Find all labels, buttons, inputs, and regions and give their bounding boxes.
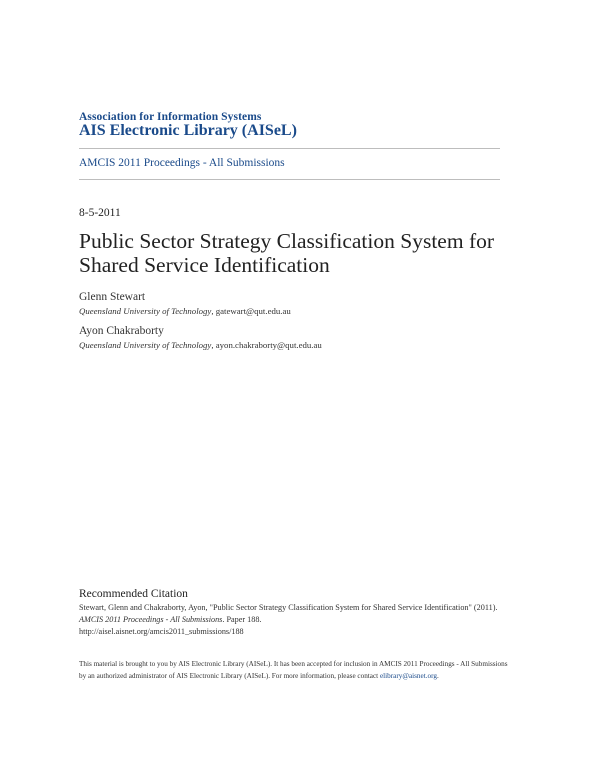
author-name-2: Ayon Chakraborty [79, 325, 164, 337]
notice-line-1: This material is brought to you by AIS Electronic Library (AISeL). It has been accepted for inclusion in AMCIS 2011 Proceedings - All Submissions [79, 660, 508, 668]
citation-line-2 [79, 615, 261, 624]
paper-title [79, 229, 519, 277]
citation-proceedings: AMCIS 2011 Proceedings - All Submissions [79, 615, 223, 624]
author-email-1: , gatewart@qut.edu.au [211, 306, 291, 316]
title-line-1: Public Sector Strategy Classification System for [79, 229, 495, 253]
bottom-divider [79, 179, 500, 180]
notice-text: by an authorized administrator of AIS Electronic Library (AISeL). For more information, please contact [79, 672, 380, 680]
collection-link[interactable]: AMCIS 2011 Proceedings - All Submissions [79, 157, 285, 169]
citation-url[interactable]: http://aisel.aisnet.org/amcis2011_submissions/188 [79, 627, 244, 636]
citation-line-1: Stewart, Glenn and Chakraborty, Ayon, "Public Sector Strategy Classification System for Shared Service Identification" (2011). [79, 603, 498, 612]
citation-paper: . Paper 188. [222, 615, 262, 624]
publication-date: 8-5-2011 [79, 207, 121, 219]
affiliation-text: Queensland University of Technology [79, 306, 212, 316]
contact-email-link[interactable]: elibrary@aisnet.org [379, 672, 437, 680]
top-divider [79, 148, 500, 149]
library-link[interactable]: AIS Electronic Library (AISeL) [79, 122, 297, 139]
organization-name: Association for Information Systems [79, 111, 262, 123]
author-name-1: Glenn Stewart [79, 291, 146, 303]
title-line-2: Shared Service Identification [79, 253, 330, 277]
notice-period: . [436, 672, 439, 680]
author-affiliation-2 [79, 340, 322, 350]
author-affiliation-1 [79, 306, 291, 316]
affiliation-text: Queensland University of Technology [79, 340, 212, 350]
citation-heading: Recommended Citation [79, 588, 188, 600]
author-email-2: , ayon.chakraborty@qut.edu.au [211, 340, 322, 350]
notice-line-2 [79, 672, 439, 680]
